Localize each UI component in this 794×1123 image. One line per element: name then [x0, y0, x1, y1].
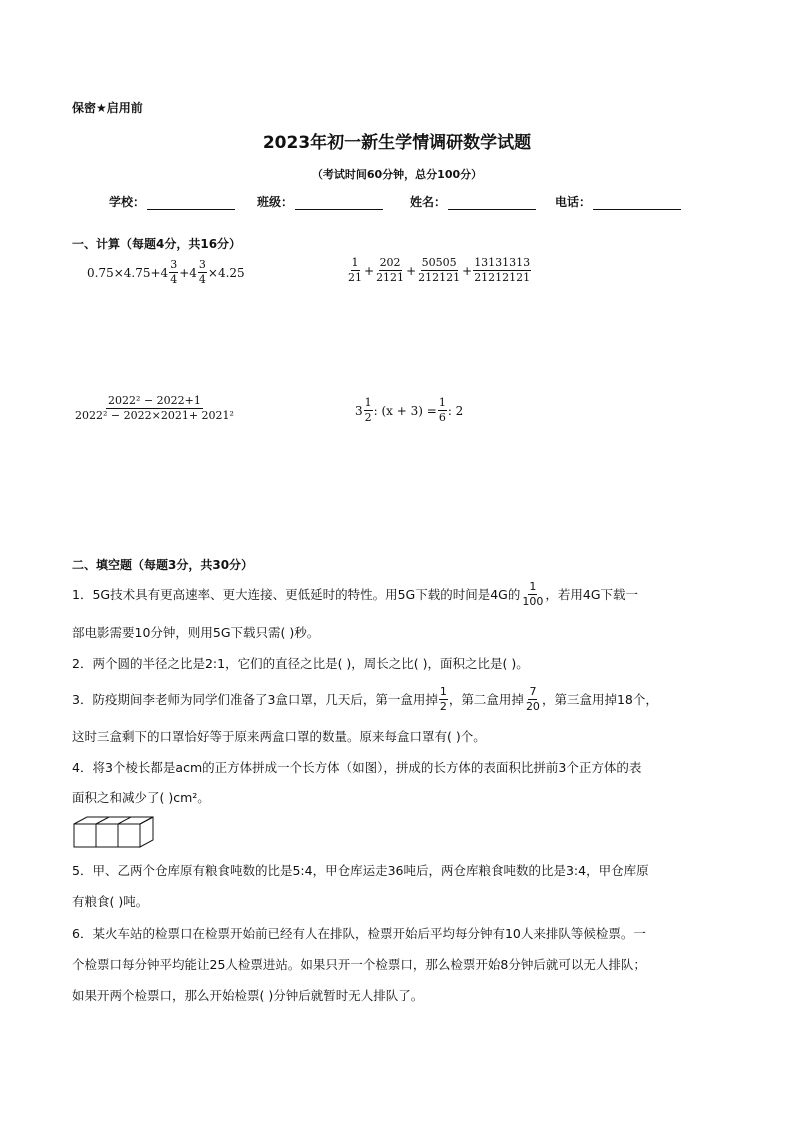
- question-5-line1: 5．甲、乙两个仓库原有粮食吨数的比是5:4，甲仓库运走36吨后，两仓库粮食吨数的比是3:4，甲仓库原: [72, 863, 649, 878]
- q3-frac2-den: 20: [525, 700, 540, 713]
- class-field[interactable]: [257, 193, 383, 210]
- p2-f4-num: 13131313: [474, 256, 531, 269]
- p2-f4-den: 21212121: [474, 271, 531, 284]
- p1-frac2-den: 4: [198, 273, 206, 286]
- p1-frac1-num: 3: [170, 258, 178, 271]
- q1-frac-num: 1: [529, 580, 537, 593]
- p1-frac1: [169, 258, 178, 287]
- p1-frac1-den: 4: [170, 273, 178, 286]
- p4-frac1: [364, 396, 373, 425]
- p3-denominator: 2022² − 2022×2021+ 2021²: [75, 409, 234, 422]
- problem-3: [73, 394, 236, 423]
- cuboid-front-face: [74, 824, 140, 847]
- p4-f2-den: 6: [438, 411, 446, 424]
- p3-frac: [74, 394, 235, 423]
- q1-frac-den: 100: [522, 595, 544, 608]
- name-label: 姓名：: [410, 195, 447, 209]
- cuboid-figure: [73, 816, 155, 848]
- school-blank[interactable]: [147, 197, 235, 210]
- p2-frac4: [473, 256, 531, 285]
- problem-1: [87, 258, 245, 287]
- question-1-line1: [72, 580, 638, 609]
- class-label: 班级：: [257, 195, 294, 209]
- exam-subtitle: （考试时间60分钟，总分100分）: [311, 168, 483, 181]
- p2-frac1: [347, 256, 363, 285]
- cube-top-divider-1: [96, 817, 109, 824]
- p4-whole: 3: [355, 403, 363, 418]
- p2-frac3: [417, 256, 461, 285]
- section2-heading: 二、填空题（每题3分，共30分）: [72, 558, 254, 572]
- q3-frac2: [525, 685, 541, 714]
- question-6-line2: 个检票口每分钟平均能让25人检票进站。如果只开一个检票口，那么检票开始8分钟后就可以无人排队；: [72, 957, 646, 972]
- q1-frac: [521, 580, 544, 609]
- exam-title: 2023年初一新生学情调研数学试题: [262, 133, 532, 153]
- p2-f3-den: 212121: [418, 271, 461, 284]
- q3-text-a: 3．防疫期间李老师为同学们准备了3盒口罩，几天后，第一盒用掉: [72, 691, 438, 707]
- p2-f2-num: 202: [379, 256, 401, 269]
- p2-f1-num: 1: [351, 256, 359, 269]
- name-blank[interactable]: [448, 197, 536, 210]
- q1-text-b: ，若用4G下载一: [545, 586, 639, 602]
- school-field[interactable]: [109, 193, 235, 210]
- problem-4: [355, 396, 463, 425]
- school-label: 学校：: [109, 195, 146, 209]
- q3-text-c: ，第三盒用掉18个，: [541, 691, 658, 707]
- question-4-line1: 4．将3个棱长都是acm的正方体拼成一个长方体（如图），拼成的长方体的表面积比拼前3个正方体的表: [72, 760, 642, 775]
- p2-plus2: +: [406, 263, 417, 278]
- question-3-line2: 这时三盒剩下的口罩恰好等于原来两盒口罩的数量。原来每盒口罩有( )个。: [72, 729, 486, 744]
- p1-part-b: ×4.25: [207, 265, 245, 280]
- q3-frac1-num: 1: [439, 685, 447, 698]
- p4-f1-den: 2: [364, 411, 372, 424]
- name-field[interactable]: [410, 193, 536, 210]
- question-6-line3: 如果开两个检票口，那么开始检票( )分钟后就暂时无人排队了。: [72, 988, 424, 1003]
- p4-mid: : (x + 3) =: [373, 403, 437, 418]
- p2-f2-den: 2121: [376, 271, 405, 284]
- question-2: 2．两个圆的半径之比是2:1，它们的直径之比是( )，周长之比( )，面积之比是( )。: [72, 656, 529, 671]
- p4-end: : 2: [447, 403, 464, 418]
- p2-f3-num: 50505: [421, 256, 457, 269]
- cube-top-divider-2: [118, 817, 131, 824]
- question-4-line2: 面积之和减少了( )cm²。: [72, 790, 210, 805]
- p2-plus3: +: [462, 263, 473, 278]
- p2-frac2: [375, 256, 405, 285]
- p4-f1-num: 1: [364, 396, 372, 409]
- p1-frac2: [198, 258, 207, 287]
- question-1-line2: 部电影需要10分钟，则用5G下载只需( )秒。: [72, 625, 320, 640]
- question-6-line1: 6．某火车站的检票口在检票开始前已经有人在排队，检票开始后平均每分钟有10人来排队等候检票。一: [72, 926, 646, 941]
- q3-frac1: [439, 685, 448, 714]
- question-3-line1: [72, 685, 658, 714]
- p1-plus: +4: [179, 265, 197, 280]
- p2-f1-den: 21: [348, 271, 362, 284]
- q3-text-b: ，第二盒用掉: [448, 691, 524, 707]
- cuboid-side-face: [140, 817, 153, 847]
- phone-field[interactable]: [555, 193, 681, 210]
- p4-f2-num: 1: [438, 396, 446, 409]
- confidential-mark: 保密★启用前: [72, 101, 143, 115]
- p1-frac2-num: 3: [198, 258, 206, 271]
- q3-frac2-num: 7: [529, 685, 537, 698]
- q1-text-a: 1．5G技术具有更高速率、更大连接、更低延时的特性。用5G下载的时间是4G的: [72, 586, 521, 602]
- p1-part-a: 0.75×4.75+4: [87, 265, 169, 280]
- section1-heading: 一、计算（每题4分，共16分）: [72, 237, 242, 251]
- phone-blank[interactable]: [593, 197, 681, 210]
- p3-numerator: 2022² − 2022+1: [108, 394, 201, 407]
- question-5-line2: 有粮食( )吨。: [72, 894, 149, 909]
- p4-frac2: [438, 396, 447, 425]
- p2-plus1: +: [364, 263, 375, 278]
- class-blank[interactable]: [295, 197, 383, 210]
- problem-2: [346, 256, 532, 285]
- phone-label: 电话：: [555, 195, 592, 209]
- q3-frac1-den: 2: [439, 700, 447, 713]
